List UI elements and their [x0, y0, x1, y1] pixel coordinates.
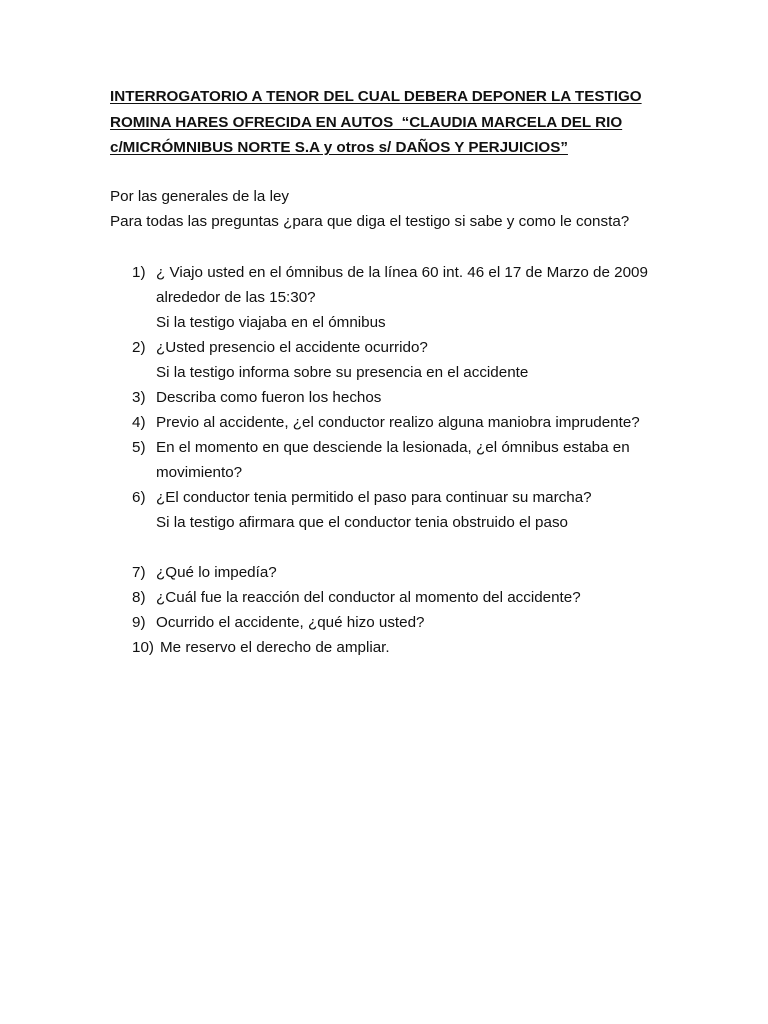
blank-line — [110, 535, 690, 560]
question-item — [110, 385, 690, 410]
question-item — [110, 585, 690, 610]
question-text: Si la testigo viajaba en el ómnibus — [156, 314, 386, 331]
intro-block — [110, 184, 690, 234]
question-text: movimiento? — [156, 464, 243, 481]
question-number: 1) — [132, 264, 146, 281]
question-item — [110, 560, 690, 585]
question-number: 3) — [132, 389, 146, 406]
question-text: ¿Cuál fue la reacción del conductor al momento del accidente? — [156, 589, 581, 606]
question-item — [110, 435, 690, 485]
question-item — [110, 260, 690, 335]
question-text: ¿Qué lo impedía? — [156, 564, 277, 581]
question-text: Describa como fueron los hechos — [156, 389, 382, 406]
question-number: 10) — [132, 639, 154, 656]
question-text: Me reservo el derecho de ampliar. — [160, 639, 390, 656]
question-item — [110, 485, 690, 535]
intro-line-1: Por las generales de la ley — [110, 188, 289, 205]
question-text: En el momento en que desciende la lesionada, ¿el ómnibus estaba en — [156, 439, 630, 456]
question-text: Si la testigo afirmara que el conductor tenia obstruido el paso — [156, 514, 568, 531]
question-text: alrededor de las 15:30? — [156, 289, 316, 306]
question-number: 4) — [132, 414, 146, 431]
question-item — [110, 635, 690, 660]
title-line-2: ROMINA HARES OFRECIDA EN AUTOS “CLAUDIA MARCELA DEL RIO — [110, 113, 623, 131]
question-item — [110, 335, 690, 385]
question-number: 5) — [132, 439, 146, 456]
question-number: 2) — [132, 339, 146, 356]
title-line-1: INTERROGATORIO A TENOR DEL CUAL DEBERA DEPONER LA TESTIGO — [110, 88, 642, 105]
question-text: ¿ Viajo usted en el ómnibus de la línea 60 int. 46 el 17 de Marzo de 2009 — [156, 264, 648, 281]
question-list — [110, 260, 690, 660]
document-title — [110, 84, 670, 161]
question-number: 8) — [132, 589, 146, 606]
question-text: Si la testigo informa sobre su presencia en el accidente — [156, 364, 529, 381]
intro-line-2: Para todas las preguntas ¿para que diga el testigo si sabe y como le consta? — [110, 213, 630, 230]
question-number: 6) — [132, 489, 146, 506]
question-number: 9) — [132, 614, 146, 631]
question-item — [110, 410, 690, 435]
question-text: ¿El conductor tenia permitido el paso para continuar su marcha? — [156, 489, 592, 506]
question-text: ¿Usted presencio el accidente ocurrido? — [156, 339, 428, 356]
question-number: 7) — [132, 564, 146, 581]
question-text: Ocurrido el accidente, ¿qué hizo usted? — [156, 614, 425, 631]
title-line-3: c/MICRÓMNIBUS NORTE S.A y otros s/ DAÑOS Y PERJUICIOS” — [110, 139, 568, 156]
question-text: Previo al accidente, ¿el conductor realizo alguna maniobra imprudente? — [156, 414, 640, 431]
question-item — [110, 610, 690, 635]
